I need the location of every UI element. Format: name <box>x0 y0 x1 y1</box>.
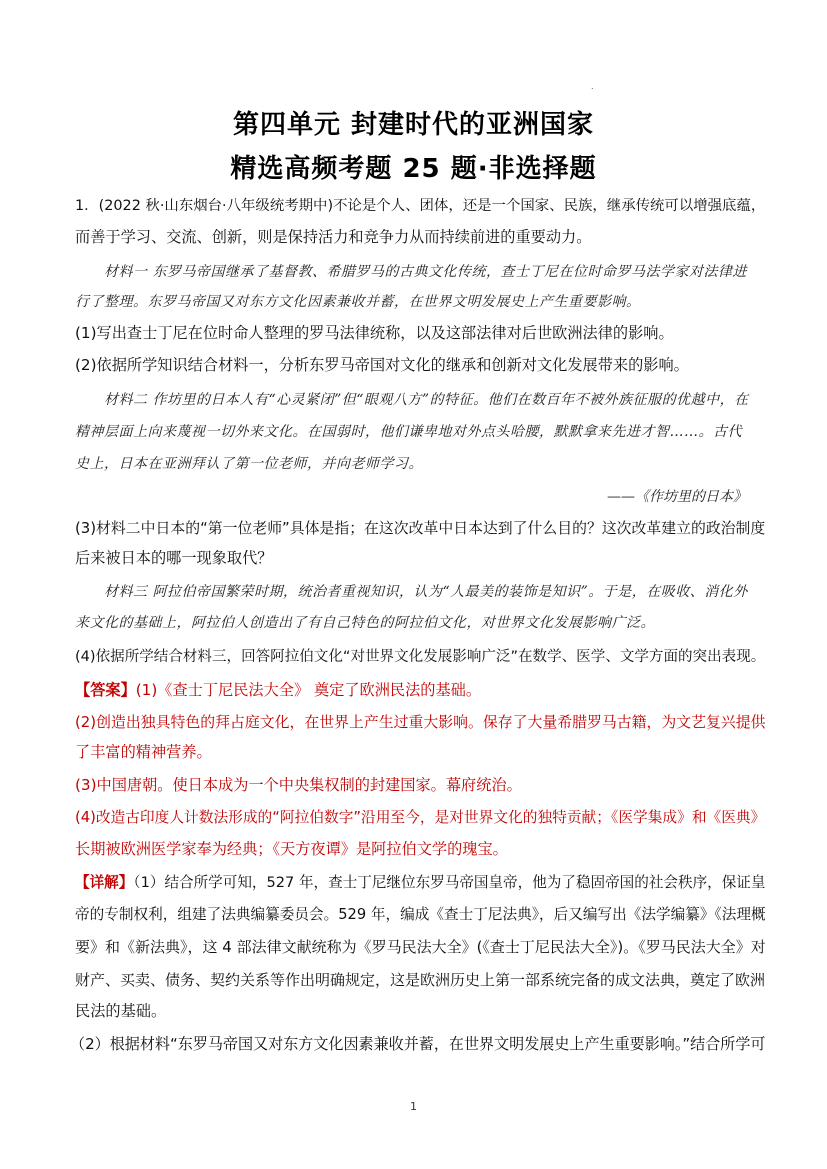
material-2-line-3: 史上，日本在亚洲拜认了第一位老师，并向老师学习。 <box>75 456 423 472</box>
question-part-1: (1)写出查士丁尼在位时命人整理的罗马法律统称，以及这部法律对后世欧洲法律的影响。 <box>75 324 674 342</box>
question-stem-line-2: 而善于学习、交流、创新，则是保持活力和竞争力从而持续前进的重要动力。 <box>75 228 592 246</box>
answer-label: 【答案】 <box>75 681 136 699</box>
detail-1-line-4: 财产、买卖、债务、契约关系等作出明确规定，这是欧洲历史上第一部系统完备的成文法典，奠定了欧洲 <box>75 971 766 989</box>
material-2-line-1: 材料二 作坊里的日本人有“心灵紧闭”但“眼观八方”的特征。他们在数百年不被外族征服的优越中，在 <box>104 392 749 408</box>
detail-1-line-2: 帝的专制权利，组建了法典编纂委员会。529 年，编成《查士丁尼法典》，后又编写出《法学编纂》《法理概 <box>75 906 766 923</box>
unit-title: 第四单元 封建时代的亚洲国家 <box>232 110 595 140</box>
answer-2-line-2: 了丰富的精神营养。 <box>75 743 212 761</box>
material-1-line-1: 材料一 东罗马帝国继承了基督教、希腊罗马的古典文化传统，查士丁尼在位时命罗马法学家对法律进 <box>104 264 747 280</box>
answer-1 <box>75 680 481 700</box>
header-dot: . <box>591 82 594 91</box>
material-2-source: ——《作坊里的日本》 <box>607 489 747 505</box>
material-1-line-2: 行了整理。东罗马帝国又对东方文化因素兼收并蓄，在世界文明发展史上产生重要影响。 <box>75 294 641 310</box>
detail-1-line-5: 民法的基础。 <box>75 1002 167 1020</box>
answer-4-line-2: 长期被欧洲医学家奉为经典；《天方夜谭》是阿拉伯文学的瑰宝。 <box>75 840 508 858</box>
detail-1-line-1 <box>75 873 765 893</box>
question-part-4: (4)依据所学结合材料三，回答阿拉伯文化“对世界文化发展影响广泛”在数学、医学、文学方面的突出表现。 <box>75 648 766 665</box>
answer-4-line-1: (4)改造古印度人计数法形成的“阿拉伯数字”沿用至今，是对世界文化的独特贡献；《医学集成》和《医典》 <box>75 809 766 826</box>
subtitle: 精选高频考题 25 题·非选择题 <box>230 154 597 184</box>
material-3-line-2: 来文化的基础上，阿拉伯人创造出了有自己特色的阿拉伯文化，对世界文化发展影响广泛。 <box>75 615 655 631</box>
question-part-2: (2)依据所学知识结合材料一，分析东罗马帝国对文化的继承和创新对文化发展带来的影响。 <box>75 356 689 374</box>
answer-1-text: (1)《查士丁尼民法大全》 奠定了欧洲民法的基础。 <box>135 681 482 699</box>
detail-2-line-1: （2）根据材料“东罗马帝国又对东方文化因素兼收并蓄，在世界文明发展史上产生重要影响。”结合所学可 <box>70 1035 766 1053</box>
question-part-3-line-1: (3)材料二中日本的“第一位老师”具体是指；在这次改革中日本达到了什么目的？这次改革建立的政治制度 <box>75 519 766 537</box>
question-part-3-line-2: 后来被日本的哪一现象取代？ <box>75 549 273 567</box>
material-2-line-2: 精神层面上向来蔑视一切外来文化。在国弱时，他们谦卑地对外点头哈腰，默默拿来先进才智……。古代 <box>75 424 742 440</box>
detail-label: 【详解】 <box>75 874 134 891</box>
detail-1-line-3: 要》和《新法典》，这 4 部法律文献统称为《罗马民法大全》(《查士丁尼民法大全》)。《罗马民法大全》对 <box>75 938 766 956</box>
detail-1-line-1-text: （1）结合所学可知，527 年，查士丁尼继位东罗马帝国皇帝，他为了稳固帝国的社会秩序，保证皇 <box>133 874 766 891</box>
answer-2-line-1: (2)创造出独具特色的拜占庭文化，在世界上产生过重大影响。保存了大量希腊罗马古籍，为文艺复兴提供 <box>75 713 766 731</box>
answer-3: (3)中国唐朝。使日本成为一个中央集权制的封建国家。幕府统治。 <box>75 776 522 794</box>
page-number: 1 <box>410 1100 417 1113</box>
material-3-line-1: 材料三 阿拉伯帝国繁荣时期，统治者重视知识，认为“人最美的装饰是知识”。于是，在吸收、消化外 <box>104 584 748 600</box>
question-stem-line-1: 1．(2022 秋·山东烟台·八年级统考期中)不论是个人、团体，还是一个国家、民族，继承传统可以增强底蕴， <box>75 198 766 214</box>
